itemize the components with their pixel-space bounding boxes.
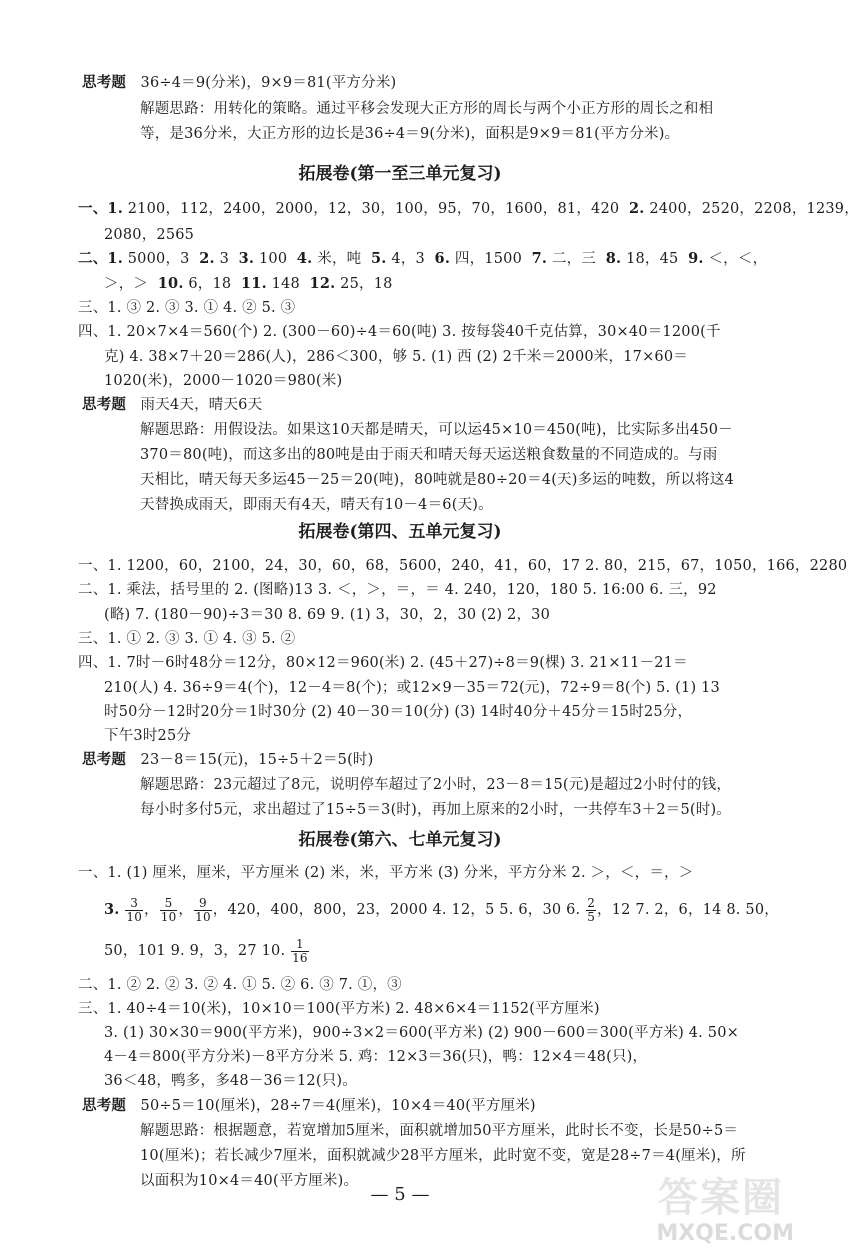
q-num: 8. (605, 250, 622, 267)
answer-text: 米，吨 (317, 251, 362, 267)
sec2-line-3: (略) 7. (180－90)÷3＝30 8. 69 9. (1) 3，30，2，30 (2) 2，30 (104, 607, 551, 623)
sec1-line-5: 三、1. ③ 2. ③ 3. ① 4. ② 5. ③ (78, 300, 296, 316)
think4-expl-1: 解题思路：根据题意，若宽增加5厘米，面积就增加50平方厘米，此时长不变，长是50÷5＝ (140, 1123, 739, 1139)
think3-expl-1: 解题思路：23元超过了8元，说明停车超过了2小时，23－8＝15(元)是超过2小时付的钱， (140, 777, 732, 793)
think2-line (82, 395, 262, 415)
sec3-line-5: 三、1. 40÷4＝10(米)，10×10＝100(平方米) 2. 48×6×4＝1152(平方厘米) (78, 1001, 600, 1017)
section1-title: 拓展卷(第一至三单元复习) (298, 164, 502, 184)
answer-text: 148 (271, 276, 300, 292)
section2-title: 拓展卷(第四、五单元复习) (298, 522, 502, 542)
sec3-line-4: 二、1. ② 2. ② 3. ② 4. ① 5. ② 6. ③ 7. ①，③ (78, 977, 402, 993)
sec3-line-6: 3. (1) 30×30＝900(平方米)，900÷3×2＝600(平方米) (2) 900－600＝300(平方米) 4. 50× (104, 1025, 739, 1041)
sec2-line-8: 下午3时25分 (104, 728, 192, 744)
sec1-line-4 (104, 274, 393, 294)
answer-text: 二，三 (551, 251, 597, 267)
q-num: 5. (370, 250, 387, 267)
think4-line (82, 1096, 536, 1116)
q-num: 7. (531, 250, 548, 267)
sec1-line-2: 2080，2565 (104, 227, 195, 243)
think2-expl-3: 天相比，晴天每天多运45－25＝20(吨)，80吨就是80÷20＝4(天)多运的吨数，所以将这4 (140, 472, 735, 488)
q-num: 2. (628, 200, 645, 217)
sec2-line-1: 一、1. 1200，60，2100，24，30，60，68，5600，240，41，60，17 2. 80，215，67，1050，166，2280 (78, 558, 848, 574)
answer-text: ，420，400，800，23，2000 4. 12，5 5. 6，30 6. (212, 902, 581, 918)
think1-answer: 36÷4＝9(分米)，9×9＝81(平方分米) (140, 75, 397, 91)
think4-label: 思考题 (82, 1097, 127, 1114)
sec3-line-7: 4－4＝800(平方分米)－8平方分米 5. 鸡：12×3＝36(只)，鸭：12×4＝48(只)， (104, 1049, 648, 1065)
think3-expl-2: 每小时多付5元，求出超过了15÷5＝3(时)，再加上原来的2小时，一共停车3＋2＝5(时)。 (140, 802, 732, 818)
sec3-line-3 (104, 933, 310, 969)
think1-label: 思考题 (82, 74, 127, 91)
answer-text: 18，45 (626, 251, 679, 267)
answer-text: 2400，2520，2208，1239， (649, 201, 859, 217)
answer-text: ＜，＜， (708, 251, 768, 267)
think4-expl-2: 10(厘米)；若长减少7厘米，面积就减少28平方厘米，此时宽不变，宽是28÷7＝4(厘米)，所 (140, 1148, 746, 1164)
think1-expl-1: 解题思路：用转化的策略。通过平移会发现大正方形的周长与两个小正方形的周长之和相 (140, 101, 714, 117)
q-num: 3. (104, 901, 120, 918)
q-num: 4. (296, 250, 313, 267)
think1-expl-2: 等，是36分米，大正方形的边长是36÷4＝9(分米)，面积是9×9＝81(平方分米)。 (140, 126, 680, 142)
sec1-line-6: 四、1. 20×7×4＝560(个) 2. (300－60)÷4＝60(吨) 3. 按每袋40千克估算，30×40＝1200(千 (78, 324, 721, 340)
watermark-site: MXQE.COM (656, 1221, 794, 1246)
answer-text: ，12 7. 2，6，14 8. 50， (597, 902, 779, 918)
q-num: 11. (240, 275, 267, 292)
think2-answer: 雨天4天，晴天6天 (140, 397, 263, 413)
fraction: $\frac{5}{10}$ (160, 895, 177, 924)
answer-text: 100 (258, 251, 288, 267)
q-num: 12. (309, 275, 336, 292)
page-number: — 5 — (370, 1184, 430, 1205)
fraction: $\frac{3}{10}$ (126, 895, 143, 924)
q-num: 3. (238, 250, 255, 267)
sec2-line-6: 210(人) 4. 36÷9＝4(个)，12－4＝8(个)；或12×9－35＝72(元)，72÷9＝8(个) 5. (1) 13 (104, 680, 720, 696)
q-num: 10. (157, 275, 184, 292)
answer-text: 50，101 9. 9，3，27 10. (104, 943, 286, 959)
think2-expl-1: 解题思路：用假设法。如果这10天都是晴天，可以运45×10＝450(吨)，比实际多出450－ (140, 422, 733, 438)
answer-text: 25，18 (340, 276, 393, 292)
think2-expl-4: 天替换成雨天，即雨天有4天，晴天有10－4＝6(天)。 (140, 497, 493, 513)
sec3-line-1: 一、1. (1) 厘米，厘米，平方厘米 (2) 米，米，平方米 (3) 分米，平方分米 2. ＞，＜，＝，＞ (78, 865, 694, 881)
sec2-line-5: 四、1. 7时－6时48分＝12分，80×12＝960(米) 2. (45＋27)÷8＝9(棵) 3. 21×11－21＝ (78, 655, 688, 671)
answer-text: 2100，112，2400，2000，12，30，100，95，70，1600，81，420 (127, 201, 620, 217)
answer-text: 5000，3 (127, 251, 190, 267)
sec1-line-7: 克) 4. 38×7＋20＝286(人)，286＜300，够 5. (1) 西 (2) 2千米＝2000米，17×60＝ (104, 349, 688, 365)
think4-expl-3: 以面积为10×4＝40(平方厘米)。 (140, 1173, 359, 1189)
think1-line (82, 73, 396, 93)
sec1-line-8: 1020(米)，2000－1020＝980(米) (104, 373, 343, 389)
q-num: 二、1. (78, 250, 123, 267)
sec2-line-2: 二、1. 乘法，括号里的 2. (图略)13 3. ＜，＞，＝，＝ 4. 240，120，180 5. 16:00 6. 三，92 (78, 582, 717, 598)
answer-text: 四，1500 (454, 251, 522, 267)
watermark (604, 1166, 794, 1246)
q-num: 2. (199, 250, 215, 267)
section3-title: 拓展卷(第六、七单元复习) (298, 830, 502, 850)
sec1-line-1 (78, 199, 859, 219)
think2-label: 思考题 (82, 396, 127, 413)
q-num: 一、1. (78, 200, 123, 217)
think2-expl-2: 370＝80(吨)，而这多出的80吨是由于雨天和晴天每天运送粮食数量的不同造成的。与雨 (140, 447, 718, 463)
think3-answer: 23－8＝15(元)，15÷5＋2＝5(时) (140, 752, 374, 768)
sec2-line-4: 三、1. ① 2. ③ 3. ① 4. ③ 5. ② (78, 631, 296, 647)
watermark-logo: 答案圈 (658, 1175, 784, 1221)
think3-line (82, 750, 373, 770)
fraction: $\frac{1}{16}$ (292, 936, 308, 965)
fraction: $\frac{9}{10}$ (195, 895, 211, 924)
think3-label: 思考题 (82, 751, 127, 768)
answer-text: 6，18 (188, 276, 232, 292)
think4-answer: 50÷5＝10(厘米)，28÷7＝4(厘米)，10×4＝40(平方厘米) (140, 1098, 536, 1114)
answer-text: ＞，＞ (104, 276, 149, 292)
sec2-line-7: 时50分－12时20分＝1时30分 (2) 40－30＝10(分) (3) 14时40分＋45分＝15时25分， (104, 704, 693, 720)
answer-text: 3 (219, 251, 229, 267)
q-num: 6. (434, 250, 451, 267)
sec3-line-8: 36＜48，鸭多，多48－36＝12(只)。 (104, 1073, 357, 1089)
fraction: $\frac{2}{5}$ (587, 895, 596, 924)
sec3-line-2: 3. $\frac{3}{10}$ ， $\frac{5}{10}$ ， $\frac{9}{10}$ ，420，400，800，23，2000 4. 12，5 5. 6，30 6. $\frac{2}{5}$ ，12 7. 2，6，14 8. 50， (104, 895, 779, 924)
answer-text: 4，3 (391, 251, 425, 267)
q-num: 9. (688, 250, 704, 267)
sec1-line-3 (78, 249, 767, 269)
